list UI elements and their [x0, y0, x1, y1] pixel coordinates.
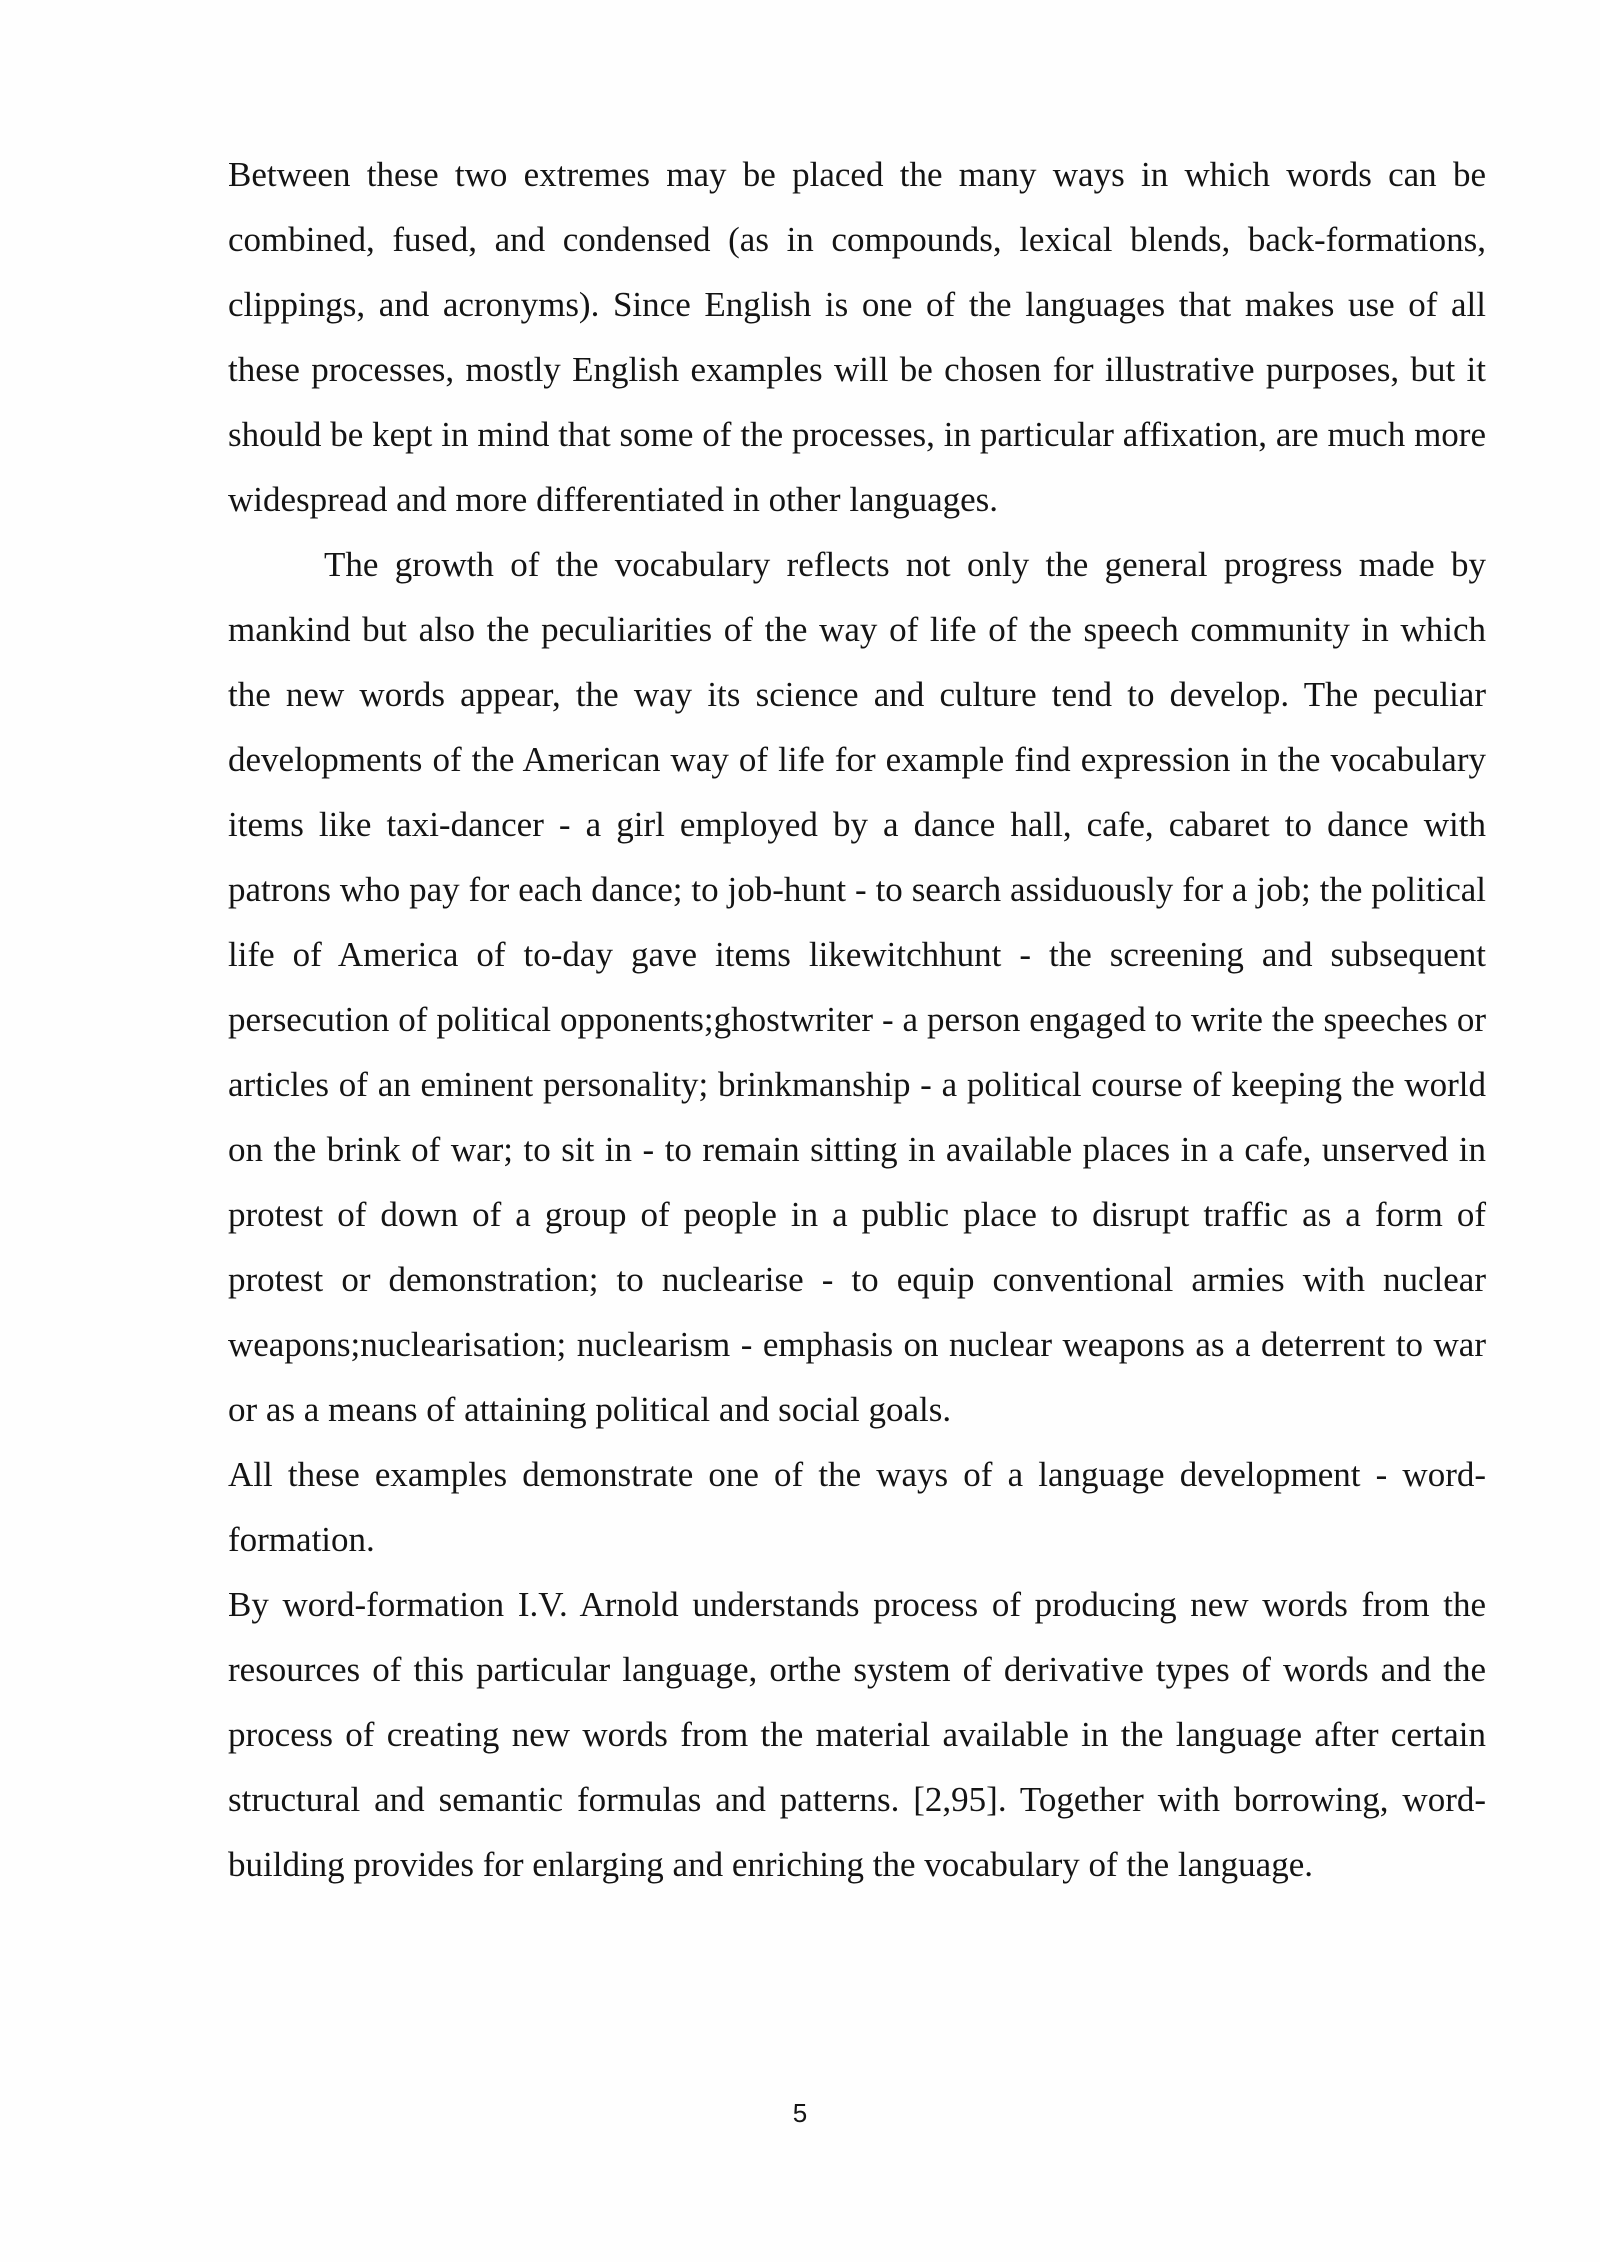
paragraph-vocabulary-growth: The growth of the vocabulary reflects not only the general progress made by mankind but also the peculiarities of the way of life of the speech community in which the new words appear, the way its science and culture tend to develop. The peculiar developments of the American way of life for example find expression in the vocabulary items like taxi-dancer - a girl employed by a dance hall, cafe, cabaret to dance with patrons who pay for each dance; to job-hunt - to search assiduously for a job; the political life of America of to-day gave items likewitchhunt - the screening and subsequent persecution of political opponents;ghostwriter - a person engaged to write the speeches or articles of an eminent personality; brinkmanship - a political course of keeping the world on the brink of war; to sit in - to remain sitting in available places in a cafe, unserved in protest of down of a group of people in a public place to disrupt traffic as a form of protest or demonstration; to nuclearise - to equip conventional armies with nuclear weapons;nuclearisation; nuclearism - emphasis on nuclear weapons as a deterrent to war or as a means of attaining political and social goals.	[228, 545, 1486, 1429]
paragraph-examples-summary: All these examples demonstrate one of the ways of a language development - word-formation.	[228, 1455, 1486, 1559]
paragraph-word-formation-definition: By word-formation I.V. Arnold understands process of producing new words from the resources of this particular language, orthe system of derivative types of words and the process of creating new words from the material available in the language after certain structural and semantic formulas and patterns. [2,95]. Together with borrowing, word-building provides for enlarging and enriching the vocabulary of the language.	[228, 1585, 1486, 1884]
page-number: 5	[792, 2098, 808, 2128]
body-text	[228, 142, 1486, 1897]
paragraph-extremes: Between these two extremes may be placed the many ways in which words can be combined, fused, and condensed (as in compounds, lexical blends, back-formations, clippings, and acronyms). Since English is one of the languages that makes use of all these processes, mostly English examples will be chosen for illustrative purposes, but it should be kept in mind that some of the processes, in particular affixation, are much more widespread and more differentiated in other languages.	[228, 155, 1486, 519]
